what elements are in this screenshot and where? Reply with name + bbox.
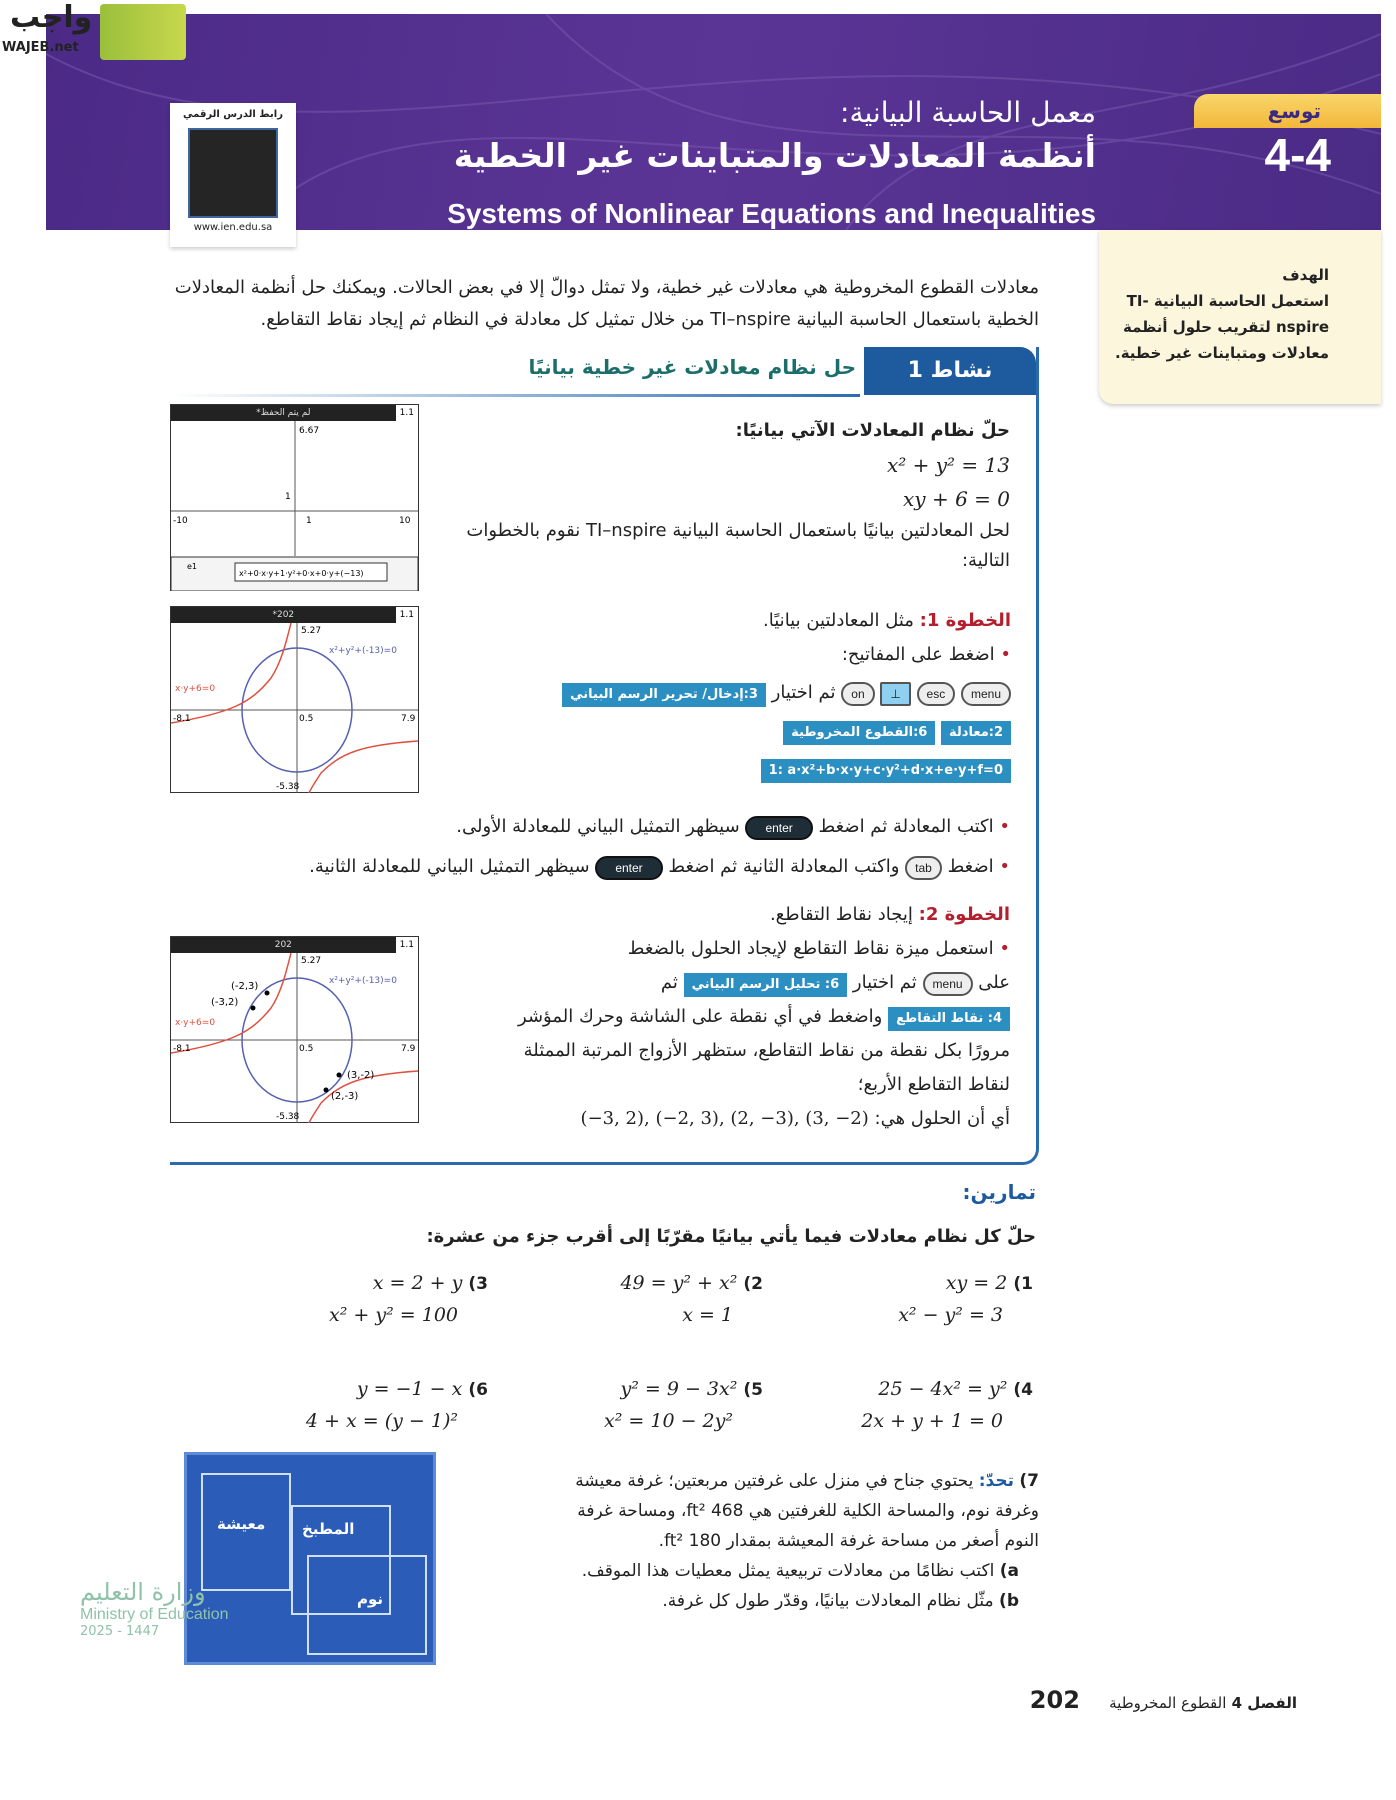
activity-tab: نشاط 1	[864, 347, 1036, 395]
room-bedroom: نوم	[357, 1590, 384, 1608]
screen1-ytick: 1	[285, 492, 291, 502]
menu-intersection[interactable]: 4: نقاط التقاطع	[888, 1007, 1010, 1031]
step2-text: إيجاد نقاط التقاطع.	[769, 904, 913, 925]
menu-analyze-graph[interactable]: 6: تحليل الرسم البياني	[684, 973, 848, 997]
method-text: لحل المعادلتين بيانيًا باستعمال الحاسبة البيانية TI–nspire نقوم بالخطوات التالية:	[466, 520, 1010, 571]
screen2-graph	[171, 623, 418, 793]
point-label: (-2,3)	[231, 981, 259, 992]
screen3-page: 1.1	[396, 937, 418, 953]
lesson-badge	[1194, 94, 1381, 184]
exercise-item	[803, 1272, 1033, 1326]
qr-url[interactable]: www.ien.edu.sa	[193, 222, 273, 233]
challenge-part-a: اكتب نظامًا من معادلات تربيعية يمثل معطيات هذا الموقف.	[581, 1561, 995, 1581]
step2-on-text: على	[978, 972, 1010, 993]
exercise-eq-b: 4 + x = (y − 1)²	[305, 1410, 458, 1432]
exercise-item	[258, 1272, 488, 1326]
exercise-number: 6)	[468, 1380, 488, 1400]
page-title-en: Systems of Nonlinear Equations and Inequalities	[447, 198, 1096, 229]
screen1-entry[interactable]: x²+0·x·y+1·y²+0·x+0·y+(−13)	[239, 569, 364, 578]
screen2-xmin: -8.1	[173, 714, 191, 724]
screen3-title: 202	[274, 940, 292, 950]
screen2-ymin: -5.38	[276, 782, 300, 792]
screen3-ymin: -5.38	[276, 1112, 300, 1122]
activity-divider	[170, 394, 860, 397]
screen3-hyperbola-label: x·y+6=0	[175, 1018, 216, 1028]
wajeb-arabic: واجب	[10, 0, 93, 35]
tab-end-text: سيظهر التمثيل البياني للمعادلة الثانية.	[309, 856, 590, 877]
write-end-text: سيظهر التمثيل البياني للمعادلة الأولى.	[456, 816, 740, 837]
qr-label: رابط الدرس الرقمي	[183, 109, 283, 120]
wajeb-latin: WAJEB.net	[2, 40, 79, 55]
point-label: (3,-2)	[347, 1070, 375, 1081]
menu-conics[interactable]: 6:القطوع المخروطية	[783, 721, 935, 745]
exercises-instructions: حلّ كل نظام معادلات فيما يأتي بيانيًا مقرّبًا إلى أقرب جزء من عشرة:	[426, 1226, 1036, 1247]
calculator-screen-2	[170, 606, 419, 793]
screen1-title: *لم يتم الحفظ	[256, 408, 311, 418]
screen1-page: 1.1	[396, 405, 418, 421]
exercise-item	[533, 1272, 763, 1326]
equation-1: x² + y² = 13	[886, 453, 1010, 477]
solutions: (−3, 2), (−2, 3), (2, −3), (3, −2)	[580, 1108, 869, 1129]
screen2-page: 1.1	[396, 607, 418, 623]
then-choose-text: ثم اختيار	[771, 682, 836, 703]
goal-text: استعمل الحاسبة البيانية TI-nspire لتقريب حلول أنظمة معادلات ومتباينات غير خطية.	[1115, 292, 1329, 362]
exercise-eq-a: x = 2 + y	[372, 1272, 463, 1294]
step2-choose-text: ثم اختيار	[852, 972, 917, 993]
exercise-number: 5)	[743, 1380, 763, 1400]
screen2-hyperbola-label: x·y+6=0	[175, 684, 216, 694]
graph-icon: ⊥	[880, 682, 910, 706]
exercise-item	[258, 1378, 488, 1432]
header-subtitle: معمل الحاسبة البيانية:	[840, 96, 1096, 129]
footer-chapter-title: القطوع المخروطية	[1109, 1694, 1227, 1712]
intro-paragraph: معادلات القطوع المخروطية هي معادلات غير خطية، ولا تمثل دوالّ إلا في بعض الحالات. ويمكنك حل أنظمة المعادلات الخطية باستعمال الحاسبة البيانية TI–nspire من خلال تمثيل كل معادلة في النظام ثم إيجاد نقاط التقاطع.	[174, 277, 1039, 330]
exercise-eq-a: y² = 9 − 3x²	[620, 1378, 738, 1400]
press-keys-text: اضغط على المفاتيح:	[841, 644, 995, 665]
step1-text: مثل المعادلتين بيانيًا.	[763, 610, 914, 631]
page-number: 202	[1029, 1686, 1080, 1714]
challenge-label: تحدّ:	[978, 1471, 1014, 1491]
write-text: اكتب المعادلة ثم اضغط	[818, 816, 994, 837]
footer-chapter: الفصل 4	[1231, 1694, 1297, 1712]
screen3-tick: 0.5	[299, 1044, 314, 1054]
challenge-number: 7)	[1019, 1471, 1039, 1491]
tab-text-2: واكتب المعادلة الثانية ثم اضغط	[668, 856, 900, 877]
intersection-point	[337, 1073, 342, 1078]
lesson-tag: توسع	[1194, 94, 1381, 128]
screen3-xmax: 7.9	[401, 1044, 416, 1054]
exercise-eq-b: x² = 10 − 2y²	[604, 1410, 733, 1432]
menu-key-2[interactable]: menu	[923, 972, 973, 996]
screen3-graph	[171, 953, 418, 1123]
screen1-ymax: 6.67	[299, 426, 320, 436]
step2-label: الخطوة 2:	[918, 904, 1010, 925]
exercise-number: 4)	[1013, 1380, 1033, 1400]
exercise-number: 3)	[468, 1274, 488, 1294]
screen1-xmin: -10	[173, 516, 188, 526]
ministry-year: 2025 - 1447	[80, 1624, 160, 1639]
exercise-number: 2)	[743, 1274, 763, 1294]
room-living: معيشة	[217, 1515, 266, 1533]
screen3-ymax: 5.27	[301, 956, 322, 966]
step1-label: الخطوة 1:	[919, 610, 1011, 631]
goal-box	[1099, 230, 1381, 404]
room-kitchen: المطبخ	[302, 1520, 355, 1538]
exercise-eq-b: 2x + y + 1 = 0	[861, 1410, 1003, 1432]
page-footer	[1030, 1686, 1297, 1714]
activity-body	[450, 414, 1010, 576]
menu-equation[interactable]: 2:معادلة	[941, 721, 1011, 745]
step-1: الخطوة 1: مثل المعادلتين بيانيًا. • اضغط على المفاتيح: menu esc ⊥ on ثم اختيار 3:إدخال/ تحرير الرسم البياني 2:معادلة 6:القطوع المخروطية 1: a·x²+b·x·y+c·y²+d·x+e·y+f=0	[451, 604, 1011, 786]
point-label: (-3,2)	[211, 997, 239, 1008]
exercises-title: تمارين:	[962, 1180, 1036, 1204]
tab-key[interactable]: tab	[905, 856, 942, 880]
solutions-label: أي أن الحلول هي:	[874, 1108, 1010, 1129]
page-title: أنظمة المعادلات والمتباينات غير الخطية	[453, 136, 1096, 175]
tab-text: اضغط	[947, 856, 994, 877]
screen1-graph	[171, 421, 418, 591]
exercise-eq-a: y = −1 − x	[356, 1378, 463, 1400]
enter-key[interactable]: enter	[745, 816, 812, 840]
screen2-ymax: 5.27	[301, 626, 322, 636]
lesson-number: 4-4	[1264, 129, 1331, 181]
screen1-entry-label: e1	[187, 562, 198, 571]
screen2-circle-label: x²+y²+(-13)=0	[329, 646, 397, 656]
exercise-item	[803, 1378, 1033, 1432]
equation-2: xy + 6 = 0	[903, 487, 1010, 511]
intersection-point	[251, 1006, 256, 1011]
exercise-item	[533, 1378, 763, 1432]
activity-title: حل نظام معادلات غير خطية بيانيًا	[528, 355, 856, 379]
screen1-xmax: 10	[399, 516, 411, 526]
menu-general-conic[interactable]: 1: a·x²+b·x·y+c·y²+d·x+e·y+f=0	[761, 759, 1011, 783]
challenge-text: يحتوي جناح في منزل على غرفتين مربعتين؛ غرفة معيشة وغرفة نوم، والمساحة الكلية للغرفتين هي 468 ft²، ومساحة غرفة النوم أصغر من مساحة غرفة المعيشة بمقدار 180 ft².	[575, 1471, 1039, 1551]
goal-title: الهدف	[1282, 266, 1329, 284]
screen2-xmax: 7.9	[401, 714, 416, 724]
calculator-screen-3	[170, 936, 419, 1123]
step2-instructions: واضغط في أي نقطة على الشاشة وحرك المؤشر مرورًا بكل نقطة من نقاط التقاطع، ستظهر الأزواج المرتبة الممثلة لنقاط التقاطع الأربع؛	[518, 1006, 1010, 1095]
exercise-eq-a: 25 − 4x² = y²	[878, 1378, 1008, 1400]
wajeb-logo	[0, 0, 190, 64]
exercise-eq-b: x² + y² = 100	[329, 1304, 458, 1326]
on-key[interactable]: on	[841, 682, 874, 706]
intersection-point	[265, 991, 270, 996]
menu-key[interactable]: menu	[961, 682, 1011, 706]
exercise-eq-a: 49 = y² + x²	[620, 1272, 738, 1294]
qr-code-icon[interactable]	[188, 128, 278, 218]
step-1-bullets: • اكتب المعادلة ثم اضغط enter سيظهر التمثيل البياني للمعادلة الأولى. • اضغط tab واكتب المعادلة الثانية ثم اضغط enter سيظهر التمثيل البياني للمعادلة الثانية.	[450, 810, 1010, 884]
exercise-eq-a: xy = 2	[945, 1272, 1008, 1294]
step-2: الخطوة 2: إيجاد نقاط التقاطع. • استعمل ميزة نقاط التقاطع لإيجاد الحلول بالضغط على menu ثم اختيار 6: تحليل الرسم البياني ثم 4: نقاط التقاطع واضغط في أي نقطة على الشاشة وحرك المؤشر مرورًا بكل نقطة من نقاط التقاطع، ستظهر الأزواج المرتبة الممثلة لنقاط التقاطع الأربع؛ أي أن الحلول هي: (−3, 2), (−2, 3), (2, −3), (3, −2)	[518, 904, 1010, 1129]
screen2-tick: 0.5	[299, 714, 314, 724]
screen2-title: *202	[272, 610, 295, 620]
activity-prompt: حلّ نظام المعادلات الآتي بيانيًا:	[735, 420, 1010, 441]
screen3-xmin: -8.1	[173, 1044, 191, 1054]
screen1-xtick: 1	[306, 516, 312, 526]
exercise-eq-b: x² − y² = 3	[898, 1304, 1003, 1326]
step2-bullet: استعمل ميزة نقاط التقاطع لإيجاد الحلول بالضغط	[627, 938, 994, 959]
enter-key-2[interactable]: enter	[595, 856, 662, 880]
ministry-logo	[80, 1578, 229, 1639]
intersection-point	[324, 1088, 329, 1093]
menu-insert-graph[interactable]: 3:إدخال/ تحرير الرسم البياني	[562, 683, 766, 707]
challenge-problem: 7) تحدّ: يحتوي جناح في منزل على غرفتين مربعتين؛ غرفة معيشة وغرفة نوم، والمساحة الكلية للغرفتين هي 468 ft²، ومساحة غرفة النوم أصغر من مساحة غرفة المعيشة بمقدار 180 ft². a) اكتب نظامًا من معادلات تربيعية يمثل معطيات هذا الموقف. b) مثّل نظام المعادلات بيانيًا، وقدّر طول كل غرفة.	[575, 1471, 1039, 1611]
ministry-arabic: وزارة التعليم	[80, 1578, 206, 1606]
esc-key[interactable]: esc	[917, 682, 956, 706]
calculator-screen-1	[170, 404, 419, 591]
point-label: (2,-3)	[331, 1091, 359, 1102]
exercise-eq-b: x = 1	[682, 1304, 733, 1326]
ministry-english: Ministry of Education	[80, 1606, 229, 1623]
screen3-circle-label: x²+y²+(-13)=0	[329, 976, 397, 986]
qr-card[interactable]	[170, 103, 296, 247]
step2-then-text: ثم	[660, 972, 678, 993]
challenge-part-b: مثّل نظام المعادلات بيانيًا، وقدّر طول كل غرفة.	[662, 1591, 994, 1611]
exercise-number: 1)	[1013, 1274, 1033, 1294]
